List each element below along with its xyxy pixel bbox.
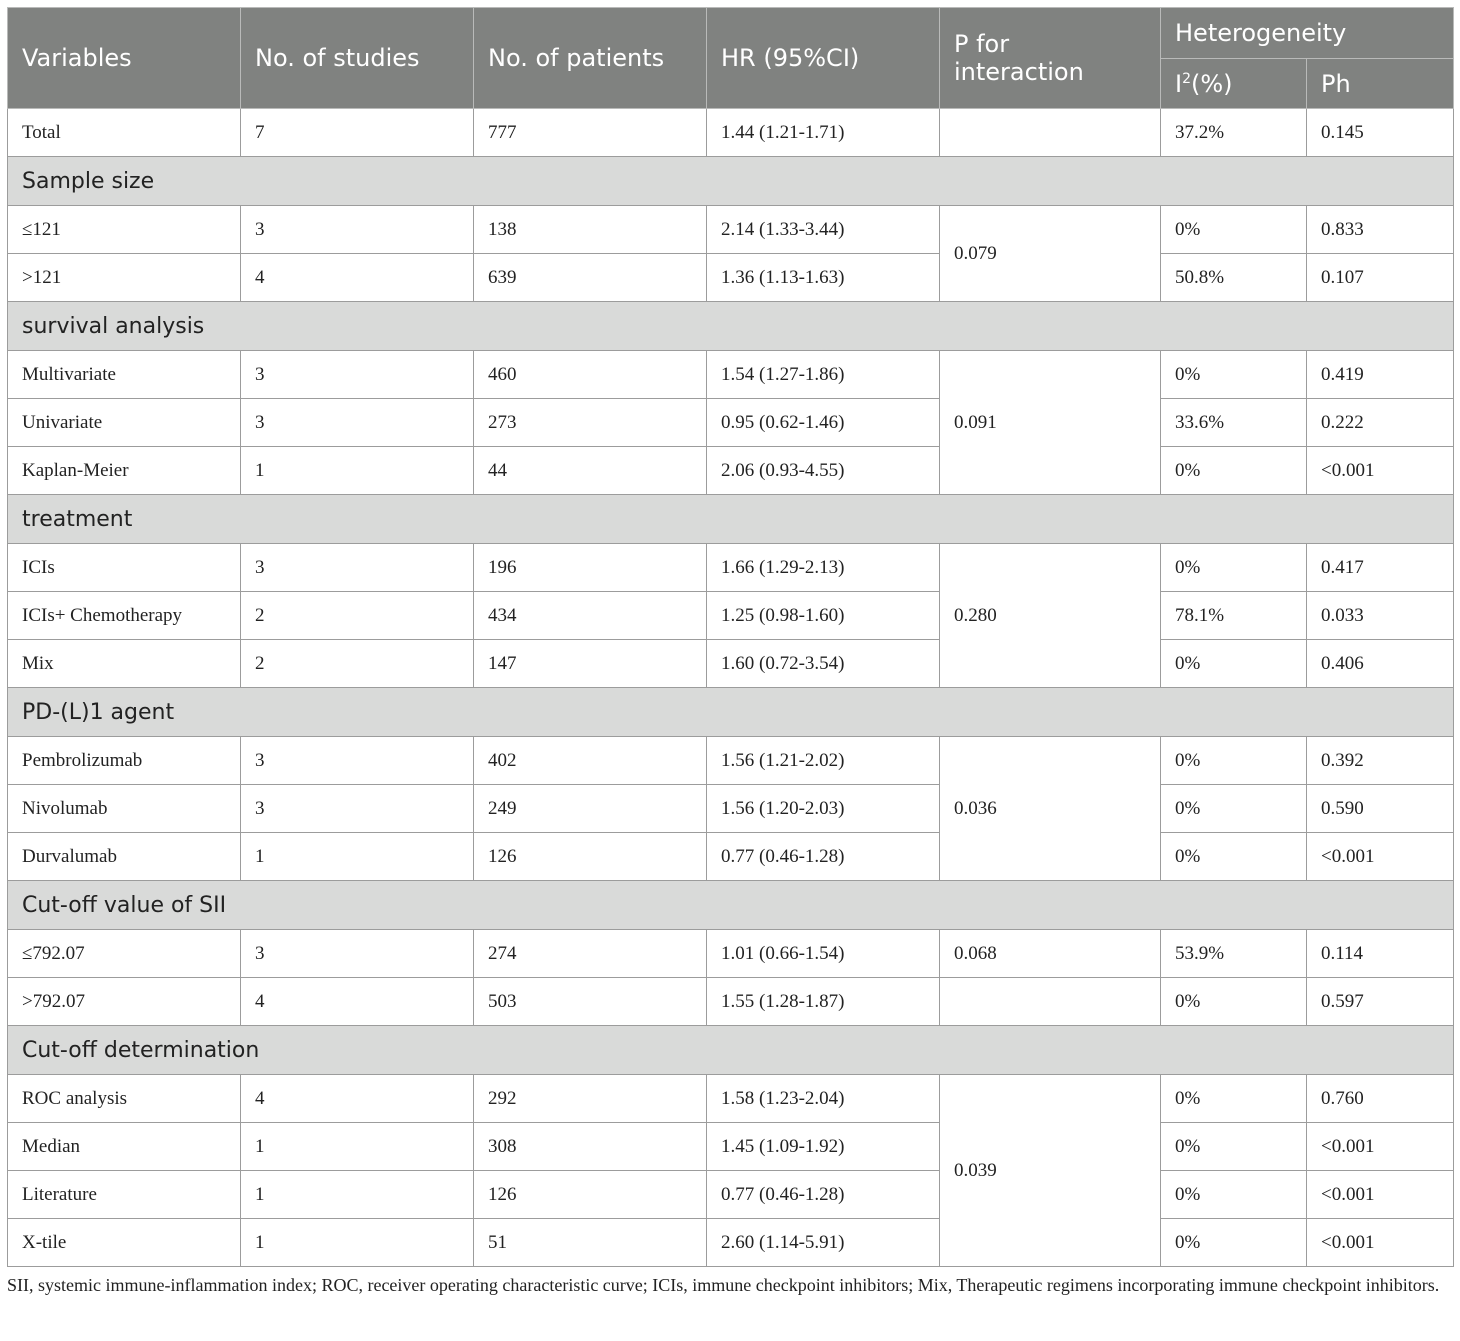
cell-studies: 3 — [241, 737, 474, 785]
cell-hr: 1.56 (1.20-2.03) — [707, 785, 940, 833]
cell-patients: 460 — [474, 351, 707, 399]
cell-label: Median — [8, 1123, 241, 1171]
table-row — [8, 833, 1454, 881]
table-row — [8, 254, 1454, 302]
cell-label: ≤121 — [8, 206, 241, 254]
header-hr: HR (95%CI) — [707, 8, 940, 109]
table-row — [8, 737, 1454, 785]
cell-studies: 3 — [241, 544, 474, 592]
cell-p: 0.280 — [940, 544, 1161, 688]
cell-p: 0.036 — [940, 737, 1161, 881]
cell-label: ICIs — [8, 544, 241, 592]
cell-label: Durvalumab — [8, 833, 241, 881]
cell-i2: 0% — [1161, 1075, 1307, 1123]
cell-ph: 0.114 — [1307, 930, 1454, 978]
cell-label: Univariate — [8, 399, 241, 447]
cell-ph: 0.145 — [1307, 109, 1454, 157]
cell-hr: 1.60 (0.72-3.54) — [707, 640, 940, 688]
cell-ph: 0.107 — [1307, 254, 1454, 302]
cell-hr: 1.58 (1.23-2.04) — [707, 1075, 940, 1123]
cell-hr: 1.55 (1.28-1.87) — [707, 978, 940, 1026]
cell-hr: 1.45 (1.09-1.92) — [707, 1123, 940, 1171]
cell-ph: 0.419 — [1307, 351, 1454, 399]
cell-label: Total — [8, 109, 241, 157]
cell-patients: 44 — [474, 447, 707, 495]
cell-ph: <0.001 — [1307, 833, 1454, 881]
cell-i2: 0% — [1161, 1219, 1307, 1267]
cell-studies: 2 — [241, 640, 474, 688]
cell-ph: 0.417 — [1307, 544, 1454, 592]
cell-i2: 0% — [1161, 737, 1307, 785]
cell-patients: 126 — [474, 1171, 707, 1219]
cell-label: ≤792.07 — [8, 930, 241, 978]
cell-p: 0.091 — [940, 351, 1161, 495]
header-variables: Variables — [8, 8, 241, 109]
cell-label: ICIs+ Chemotherapy — [8, 592, 241, 640]
cell-patients: 147 — [474, 640, 707, 688]
cell-patients: 503 — [474, 978, 707, 1026]
cell-i2: 37.2% — [1161, 109, 1307, 157]
subgroup-analysis-table — [7, 7, 1454, 1267]
cell-ph: 0.222 — [1307, 399, 1454, 447]
table-row — [8, 1171, 1454, 1219]
table-row — [8, 1219, 1454, 1267]
cell-hr: 1.25 (0.98-1.60) — [707, 592, 940, 640]
cell-studies: 1 — [241, 1171, 474, 1219]
table-row — [8, 206, 1454, 254]
cell-label: Nivolumab — [8, 785, 241, 833]
cell-ph: 0.033 — [1307, 592, 1454, 640]
table-row — [8, 640, 1454, 688]
table-row — [8, 930, 1454, 978]
cell-hr: 1.01 (0.66-1.54) — [707, 930, 940, 978]
cell-hr: 2.14 (1.33-3.44) — [707, 206, 940, 254]
cell-p — [940, 978, 1161, 1026]
header-patients: No. of patients — [474, 8, 707, 109]
cell-hr: 1.66 (1.29-2.13) — [707, 544, 940, 592]
cell-i2: 33.6% — [1161, 399, 1307, 447]
table-row — [8, 1123, 1454, 1171]
table-row — [8, 978, 1454, 1026]
cell-ph: 0.597 — [1307, 978, 1454, 1026]
header-ph: Ph — [1307, 59, 1454, 109]
cell-label: Mix — [8, 640, 241, 688]
cell-p: 0.068 — [940, 930, 1161, 978]
cell-i2: 0% — [1161, 785, 1307, 833]
header-i2 — [1161, 59, 1307, 109]
cell-patients: 196 — [474, 544, 707, 592]
cell-i2: 53.9% — [1161, 930, 1307, 978]
cell-i2: 0% — [1161, 351, 1307, 399]
section-title: survival analysis — [8, 302, 1454, 351]
cell-ph: 0.760 — [1307, 1075, 1454, 1123]
cell-ph: 0.590 — [1307, 785, 1454, 833]
cell-i2: 0% — [1161, 978, 1307, 1026]
cell-patients: 639 — [474, 254, 707, 302]
cell-ph: <0.001 — [1307, 1219, 1454, 1267]
cell-i2: 0% — [1161, 1171, 1307, 1219]
cell-patients: 777 — [474, 109, 707, 157]
cell-label: X-tile — [8, 1219, 241, 1267]
header-i2-sup: 2 — [1182, 70, 1191, 87]
cell-studies: 3 — [241, 785, 474, 833]
cell-label: Pembrolizumab — [8, 737, 241, 785]
table-row — [8, 785, 1454, 833]
cell-studies: 3 — [241, 351, 474, 399]
cell-i2: 0% — [1161, 640, 1307, 688]
header-p-interaction: P for interaction — [940, 8, 1161, 109]
header-i2-rest: (%) — [1191, 69, 1233, 98]
cell-studies: 3 — [241, 206, 474, 254]
cell-ph: <0.001 — [1307, 1171, 1454, 1219]
cell-studies: 4 — [241, 1075, 474, 1123]
cell-label: Literature — [8, 1171, 241, 1219]
cell-studies: 4 — [241, 254, 474, 302]
subgroup-table-container — [7, 7, 1453, 1298]
cell-hr: 1.56 (1.21-2.02) — [707, 737, 940, 785]
cell-ph: <0.001 — [1307, 447, 1454, 495]
table-row — [8, 544, 1454, 592]
cell-ph: 0.833 — [1307, 206, 1454, 254]
cell-studies: 1 — [241, 833, 474, 881]
table-row-total — [8, 109, 1454, 157]
cell-patients: 434 — [474, 592, 707, 640]
cell-hr: 1.54 (1.27-1.86) — [707, 351, 940, 399]
section-pd-agent — [8, 688, 1454, 737]
cell-studies: 4 — [241, 978, 474, 1026]
cell-studies: 1 — [241, 447, 474, 495]
cell-p: 0.039 — [940, 1075, 1161, 1267]
table-row — [8, 447, 1454, 495]
cell-label: >121 — [8, 254, 241, 302]
cell-ph: 0.392 — [1307, 737, 1454, 785]
cell-hr: 1.36 (1.13-1.63) — [707, 254, 940, 302]
cell-hr: 0.77 (0.46-1.28) — [707, 833, 940, 881]
cell-ph: <0.001 — [1307, 1123, 1454, 1171]
cell-patients: 138 — [474, 206, 707, 254]
section-title: Cut-off value of SII — [8, 881, 1454, 930]
cell-hr: 1.44 (1.21-1.71) — [707, 109, 940, 157]
table-footnote: SII, systemic immune-inflammation index; ROC, receiver operating characteristic curve; ICIs, immune checkpoint inhibitors; Mix, Therapeutic regimens incorporating immune checkpoint inhibitors. — [7, 1275, 1440, 1295]
cell-hr: 0.95 (0.62-1.46) — [707, 399, 940, 447]
section-sample-size — [8, 157, 1454, 206]
section-survival-analysis — [8, 302, 1454, 351]
cell-label: >792.07 — [8, 978, 241, 1026]
cell-label: ROC analysis — [8, 1075, 241, 1123]
cell-hr: 2.60 (1.14-5.91) — [707, 1219, 940, 1267]
cell-studies: 1 — [241, 1123, 474, 1171]
cell-patients: 273 — [474, 399, 707, 447]
cell-ph: 0.406 — [1307, 640, 1454, 688]
cell-i2: 78.1% — [1161, 592, 1307, 640]
header-studies: No. of studies — [241, 8, 474, 109]
section-title: treatment — [8, 495, 1454, 544]
table-row — [8, 1075, 1454, 1123]
section-title: PD-(L)1 agent — [8, 688, 1454, 737]
table-row — [8, 592, 1454, 640]
cell-patients: 402 — [474, 737, 707, 785]
section-cutoff-value — [8, 881, 1454, 930]
cell-i2: 0% — [1161, 447, 1307, 495]
cell-p — [940, 109, 1161, 157]
cell-i2: 0% — [1161, 206, 1307, 254]
cell-studies: 1 — [241, 1219, 474, 1267]
cell-studies: 7 — [241, 109, 474, 157]
cell-patients: 274 — [474, 930, 707, 978]
section-cutoff-determination — [8, 1026, 1454, 1075]
cell-i2: 0% — [1161, 1123, 1307, 1171]
cell-patients: 51 — [474, 1219, 707, 1267]
cell-i2: 0% — [1161, 544, 1307, 592]
cell-i2: 0% — [1161, 833, 1307, 881]
cell-patients: 126 — [474, 833, 707, 881]
cell-patients: 249 — [474, 785, 707, 833]
cell-patients: 308 — [474, 1123, 707, 1171]
header-heterogeneity: Heterogeneity — [1161, 8, 1454, 59]
cell-p: 0.079 — [940, 206, 1161, 302]
section-treatment — [8, 495, 1454, 544]
cell-studies: 2 — [241, 592, 474, 640]
cell-label: Kaplan-Meier — [8, 447, 241, 495]
section-title: Cut-off determination — [8, 1026, 1454, 1075]
cell-studies: 3 — [241, 930, 474, 978]
section-title: Sample size — [8, 157, 1454, 206]
header-i2-base: I — [1175, 69, 1183, 98]
table-row — [8, 399, 1454, 447]
cell-patients: 292 — [474, 1075, 707, 1123]
table-row — [8, 351, 1454, 399]
cell-hr: 0.77 (0.46-1.28) — [707, 1171, 940, 1219]
cell-label: Multivariate — [8, 351, 241, 399]
cell-i2: 50.8% — [1161, 254, 1307, 302]
cell-studies: 3 — [241, 399, 474, 447]
cell-hr: 2.06 (0.93-4.55) — [707, 447, 940, 495]
